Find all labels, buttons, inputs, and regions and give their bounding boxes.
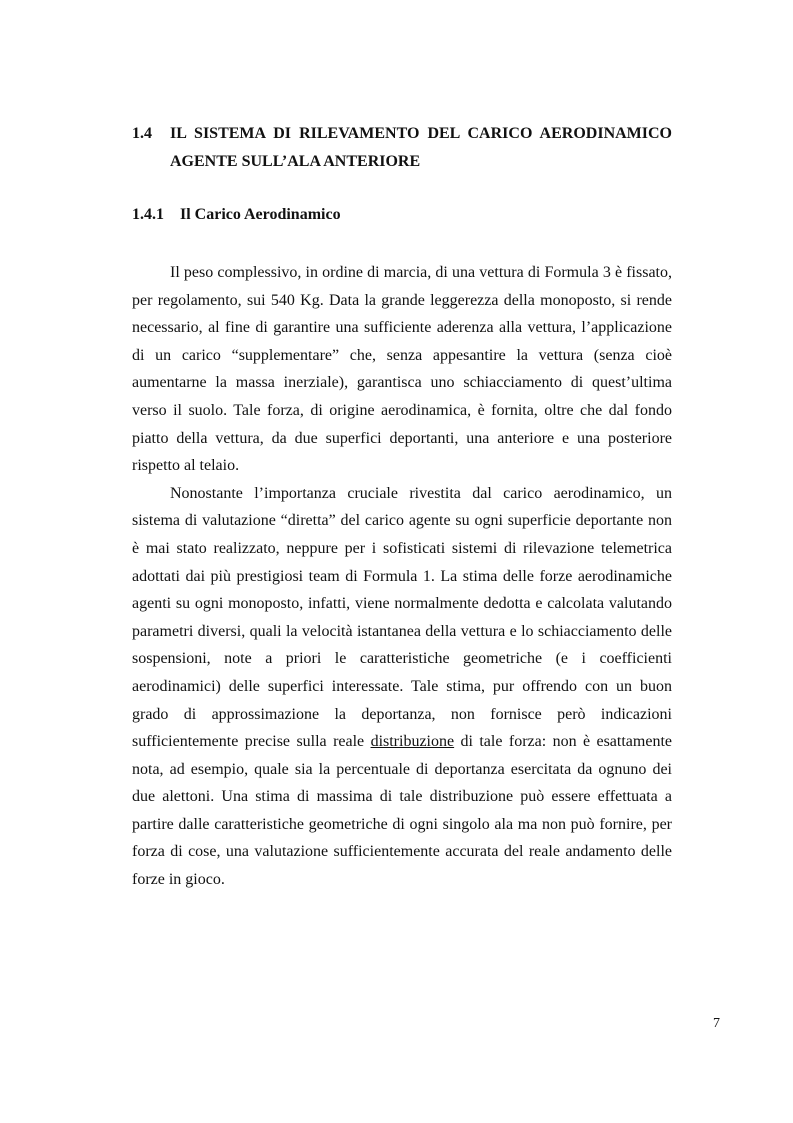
section-heading-line-1 (132, 120, 672, 148)
paragraph-2 (132, 480, 672, 894)
underlined-term: distribuzione (370, 733, 455, 751)
paragraph-1: Il peso complessivo, in ordine di marcia, di una vettura di Formula 3 è fissato, per regolamento, sui 540 Kg. Data la grande leggerezza della monoposto, si rende necessario, al fine di garantire una sufficiente aderenza alla vettura, l’applicazione di un carico “supplementare” che, senza appesantire la vettura (senza cioè aumentarne la massa inerziale), garantisca uno schiacciamento di quest’ultima verso il suolo. Tale forza, di origine aerodinamica, è fornita, oltre che dal fondo piatto della vettura, da due superfici deportanti, una anteriore e una posteriore rispetto al telaio. (132, 264, 672, 475)
body-text (132, 259, 672, 894)
section-heading (132, 120, 672, 176)
paragraph-2-part-1: Nonostante l’importanza cruciale rivestita dal carico aerodinamico, un sistema di valutazione “diretta” del carico agente su ogni superficie deportante non è mai stato realizzato, neppure per i sofisticati sistemi di rilevazione telemetrica adottati dai più prestigiosi team di Formula 1. La stima delle forze aerodinamiche agenti su ogni monoposto, infatti, viene normalmente dedotta e calcolata valutando parametri diversi, quali la velocità istantanea della vettura e lo schiacciamento delle sospensioni, note a priori le caratteristiche geometriche (e i coefficienti aerodinamici) delle superfici interessate. Tale stima, pur offrendo con un buon grado di approssimazione la deportanza, non fornisce però indicazioni sufficientemente precise sulla reale (132, 484, 672, 751)
subsection-heading (132, 204, 341, 226)
paragraph-2-part-2: di tale forza: non è esattamente nota, ad esempio, quale sia la percentuale di deportanza esercitata da ognuno dei due alettoni. Una stima di massima di tale distribuzione può essere effettuata a partire dalle caratteristiche geometriche di ogni singolo ala ma non può fornire, per forza di cose, una valutazione sufficientemente accurata del reale andamento delle forze in gioco. (132, 733, 672, 889)
section-title-line-2: AGENTE SULL’ALA ANTERIORE (170, 153, 421, 170)
subsection-number: 1.4.1 (132, 206, 164, 223)
subsection-title: Il Carico Aerodinamico (180, 206, 341, 223)
page-number: 7 (713, 1016, 720, 1031)
section-heading-line-2 (132, 148, 672, 176)
section-number: 1.4 (132, 125, 152, 142)
section-title-line-1: IL SISTEMA DI RILEVAMENTO DEL CARICO AERODINAMICO (170, 125, 672, 142)
